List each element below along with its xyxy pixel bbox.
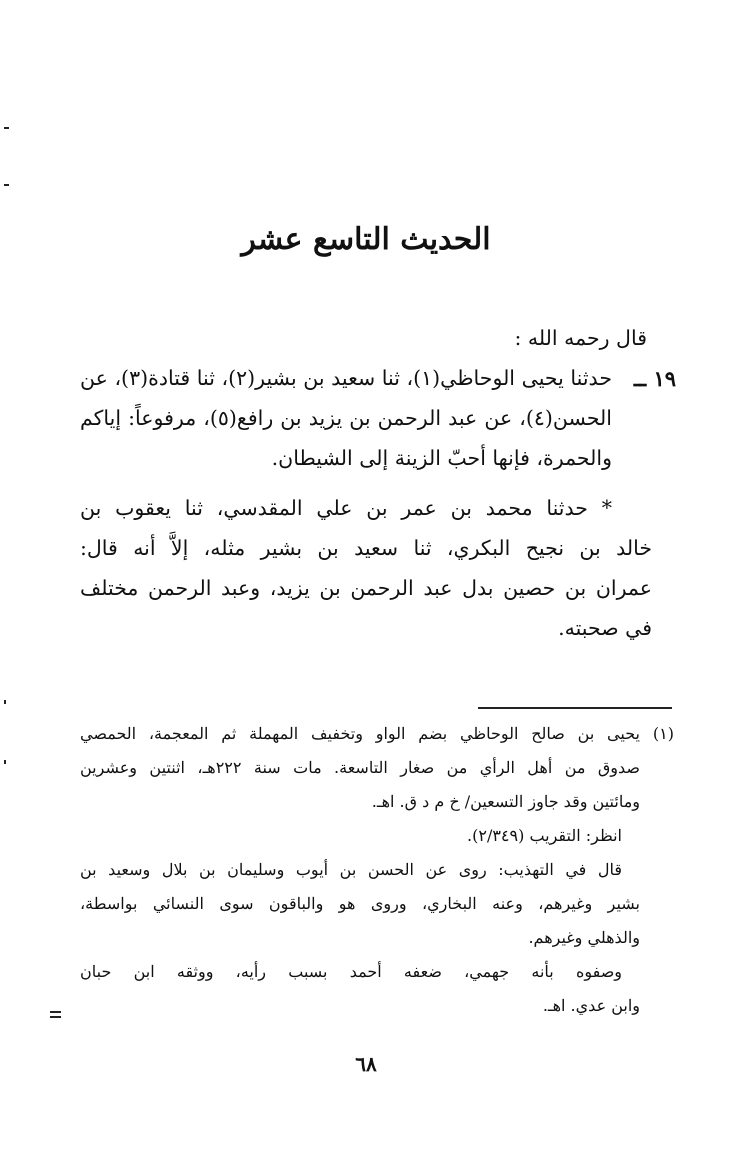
footnote-line: وصفوه بأنه جهمي، ضعفه أحمد بسبب رأيه، ووثقه ابن حبان bbox=[80, 962, 622, 981]
hadith-number: ١٩ ــ bbox=[633, 366, 676, 391]
margin-mark bbox=[4, 700, 6, 704]
margin-mark bbox=[4, 127, 9, 129]
footnote-number: (١) bbox=[652, 724, 674, 743]
comment-line: في صحبته. bbox=[558, 616, 652, 640]
hadith-line: والحمرة، فإنها أحبّ الزينة إلى الشيطان. bbox=[271, 446, 612, 470]
footnote-line: بشير وغيرهم، وعنه البخاري، وروى هو والباقون سوى النسائي بواسطة، bbox=[80, 894, 640, 913]
comment-line: عمران بن حصين بدل عبد الرحمن بن يزيد، وعبد الرحمن مختلف bbox=[80, 576, 652, 600]
footnote-line: قال في التهذيب: روى عن الحسن بن أيوب وسليمان بن بلال وسعيد بن bbox=[80, 860, 622, 879]
footnote-line: انظر: التقريب (٢/٣٤٩). bbox=[467, 826, 622, 845]
comment-line: * حدثنا محمد بن عمر بن علي المقدسي، ثنا يعقوب بن bbox=[80, 496, 612, 520]
footnote-line: ومائتين وقد جاوز التسعين/ خ م د ق. اهـ. bbox=[371, 792, 640, 811]
footnote-line: يحيى بن صالح الوحاظي بضم الواو وتخفيف المهملة ثم المعجمة، الحمصي bbox=[80, 724, 640, 743]
comment-line: خالد بن نجيح البكري، ثنا سعيد بن بشير مثله، إلاَّ أنه قال: bbox=[80, 536, 652, 560]
margin-mark bbox=[4, 760, 6, 764]
footnote-line: والذهلي وغيرهم. bbox=[528, 928, 640, 947]
intro-line: قال رحمه الله : bbox=[514, 326, 647, 350]
margin-mark bbox=[4, 184, 9, 186]
hadith-line: حدثنا يحيى الوحاظي(١)، ثنا سعيد بن بشير(٢)، ثنا قتادة(٣)، عن bbox=[80, 366, 612, 390]
page-number: ٦٨ bbox=[355, 1052, 377, 1076]
margin-mark bbox=[50, 1016, 61, 1018]
footnote-line: وابن عدي. اهـ. bbox=[542, 996, 640, 1015]
footnote-line: صدوق من أهل الرأي من صغار التاسعة. مات سنة ٢٢٢هـ، اثنتين وعشرين bbox=[80, 758, 641, 777]
margin-mark bbox=[50, 1011, 61, 1013]
chapter-title: الحديث التاسع عشر bbox=[241, 222, 491, 257]
footnote-separator bbox=[478, 707, 672, 709]
hadith-line: الحسن(٤)، عن عبد الرحمن بن يزيد بن رافع(٥)، مرفوعاً: إياكم bbox=[80, 406, 612, 430]
